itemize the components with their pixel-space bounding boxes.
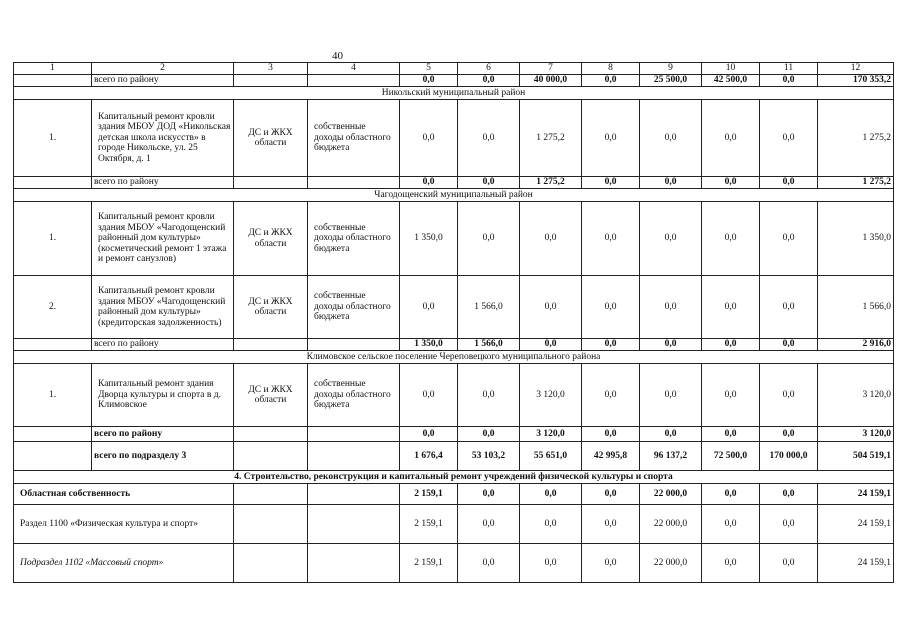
responsible-org: ДС и ЖКХ области bbox=[234, 364, 308, 427]
value-cell: 0,0 bbox=[702, 484, 760, 505]
column-number: 1 bbox=[14, 63, 92, 75]
value-cell: 0,0 bbox=[760, 544, 818, 583]
value-cell: 2 916,0 bbox=[818, 339, 894, 351]
value-cell: 0,0 bbox=[582, 202, 640, 276]
funding-source: собственные доходы областного бюджета bbox=[308, 364, 400, 427]
row-label: Подраздел 1102 «Массовый спорт» bbox=[14, 544, 234, 583]
empty-cell bbox=[308, 427, 400, 442]
value-cell: 0,0 bbox=[702, 427, 760, 442]
value-cell: 0,0 bbox=[458, 427, 520, 442]
empty-cell bbox=[308, 544, 400, 583]
column-number: 2 bbox=[92, 63, 234, 75]
value-cell: 0,0 bbox=[760, 202, 818, 276]
value-cell: 0,0 bbox=[400, 276, 458, 339]
value-cell: 0,0 bbox=[582, 100, 640, 177]
value-cell: 0,0 bbox=[400, 75, 458, 87]
budget-table bbox=[13, 62, 894, 583]
value-cell: 0,0 bbox=[640, 364, 702, 427]
value-cell: 1 275,2 bbox=[818, 100, 894, 177]
total-label: всего по району bbox=[92, 427, 234, 442]
section-heading-4 bbox=[14, 471, 894, 484]
value-cell: 0,0 bbox=[702, 276, 760, 339]
value-cell: 0,0 bbox=[760, 75, 818, 87]
value-cell: 0,0 bbox=[640, 177, 702, 189]
column-number: 5 bbox=[400, 63, 458, 75]
empty-cell bbox=[234, 442, 308, 471]
empty-cell bbox=[234, 75, 308, 87]
value-cell: 0,0 bbox=[520, 544, 582, 583]
value-cell: 1 350,0 bbox=[818, 202, 894, 276]
value-cell: 0,0 bbox=[582, 427, 640, 442]
value-cell: 24 159,1 bbox=[818, 484, 894, 505]
value-cell: 72 500,0 bbox=[702, 442, 760, 471]
value-cell: 0,0 bbox=[458, 505, 520, 544]
value-cell: 0,0 bbox=[640, 427, 702, 442]
value-cell: 0,0 bbox=[702, 505, 760, 544]
project-name: Капитальный ремонт здания Дворца культуры и спорта в д. Климовское bbox=[92, 364, 234, 427]
empty-cell bbox=[14, 75, 92, 87]
value-cell: 0,0 bbox=[582, 484, 640, 505]
value-cell: 0,0 bbox=[702, 339, 760, 351]
empty-cell bbox=[234, 339, 308, 351]
value-cell: 3 120,0 bbox=[520, 427, 582, 442]
value-cell: 0,0 bbox=[702, 544, 760, 583]
value-cell: 0,0 bbox=[520, 339, 582, 351]
project-name: Капитальный ремонт кровли здания МБОУ «Чагодощенский районный дом культуры» (косметический ремонт 1 этажа и ремонт санузлов) bbox=[92, 202, 234, 276]
funding-source: собственные доходы областного бюджета bbox=[308, 276, 400, 339]
column-number: 7 bbox=[520, 63, 582, 75]
value-cell: 24 159,1 bbox=[818, 544, 894, 583]
project-name: Капитальный ремонт кровли здания МБОУ ДОД «Никольская детская школа искусств» в городе Никольске, ул. 25 Октября, д. 1 bbox=[92, 100, 234, 177]
column-number: 10 bbox=[702, 63, 760, 75]
value-cell: 0,0 bbox=[702, 177, 760, 189]
column-number: 3 bbox=[234, 63, 308, 75]
value-cell: 0,0 bbox=[760, 484, 818, 505]
value-cell: 0,0 bbox=[520, 505, 582, 544]
value-cell: 1 350,0 bbox=[400, 339, 458, 351]
value-cell: 96 137,2 bbox=[640, 442, 702, 471]
ownership-row bbox=[14, 484, 894, 505]
empty-cell bbox=[234, 544, 308, 583]
subsection-row bbox=[14, 544, 894, 583]
value-cell: 0,0 bbox=[640, 276, 702, 339]
value-cell: 1 566,0 bbox=[458, 276, 520, 339]
total-label: всего по району bbox=[92, 177, 234, 189]
project-row bbox=[14, 364, 894, 427]
value-cell: 0,0 bbox=[400, 100, 458, 177]
empty-cell bbox=[308, 505, 400, 544]
value-cell: 0,0 bbox=[582, 75, 640, 87]
empty-cell bbox=[234, 427, 308, 442]
section-title: 4. Строительство, реконструкция и капитальный ремонт учреждений физической культуры и спорта bbox=[14, 471, 894, 484]
value-cell: 0,0 bbox=[760, 339, 818, 351]
value-cell: 0,0 bbox=[520, 484, 582, 505]
district-total-row bbox=[14, 177, 894, 189]
responsible-org: ДС и ЖКХ области bbox=[234, 276, 308, 339]
row-number: 1. bbox=[14, 364, 92, 427]
value-cell: 0,0 bbox=[702, 100, 760, 177]
row-label: Раздел 1100 «Физическая культура и спорт» bbox=[14, 505, 234, 544]
total-label: всего по району bbox=[92, 75, 234, 87]
project-row bbox=[14, 276, 894, 339]
value-cell: 22 000,0 bbox=[640, 544, 702, 583]
value-cell: 22 000,0 bbox=[640, 505, 702, 544]
value-cell: 0,0 bbox=[640, 339, 702, 351]
value-cell: 2 159,1 bbox=[400, 484, 458, 505]
value-cell: 55 651,0 bbox=[520, 442, 582, 471]
district-heading-chagodoshchensky bbox=[14, 189, 894, 202]
value-cell: 3 120,0 bbox=[818, 364, 894, 427]
section-title: Климовское сельское поселение Череповецкого муниципального района bbox=[14, 351, 894, 364]
value-cell: 0,0 bbox=[760, 427, 818, 442]
value-cell: 0,0 bbox=[458, 100, 520, 177]
value-cell: 0,0 bbox=[400, 427, 458, 442]
value-cell: 0,0 bbox=[458, 544, 520, 583]
value-cell: 0,0 bbox=[702, 202, 760, 276]
value-cell: 0,0 bbox=[702, 364, 760, 427]
value-cell: 0,0 bbox=[760, 276, 818, 339]
total-label: всего по подразделу 3 bbox=[92, 442, 234, 471]
district-heading-nikolsky bbox=[14, 87, 894, 100]
value-cell: 0,0 bbox=[520, 202, 582, 276]
value-cell: 3 120,0 bbox=[520, 364, 582, 427]
value-cell: 0,0 bbox=[760, 177, 818, 189]
district-heading-klimovskoe bbox=[14, 351, 894, 364]
column-number-row bbox=[14, 63, 894, 75]
value-cell: 3 120,0 bbox=[818, 427, 894, 442]
empty-cell bbox=[14, 427, 92, 442]
value-cell: 25 500,0 bbox=[640, 75, 702, 87]
empty-cell bbox=[308, 442, 400, 471]
empty-cell bbox=[308, 484, 400, 505]
value-cell: 40 000,0 bbox=[520, 75, 582, 87]
value-cell: 42 500,0 bbox=[702, 75, 760, 87]
value-cell: 0,0 bbox=[458, 202, 520, 276]
value-cell: 53 103,2 bbox=[458, 442, 520, 471]
column-number: 6 bbox=[458, 63, 520, 75]
value-cell: 0,0 bbox=[640, 100, 702, 177]
value-cell: 170 000,0 bbox=[760, 442, 818, 471]
funding-source: собственные доходы областного бюджета bbox=[308, 202, 400, 276]
value-cell: 0,0 bbox=[582, 544, 640, 583]
value-cell: 2 159,1 bbox=[400, 505, 458, 544]
section-title: Чагодощенский муниципальный район bbox=[14, 189, 894, 202]
empty-cell bbox=[14, 177, 92, 189]
value-cell: 0,0 bbox=[458, 364, 520, 427]
value-cell: 0,0 bbox=[582, 339, 640, 351]
section-title: Никольский муниципальный район bbox=[14, 87, 894, 100]
value-cell: 0,0 bbox=[760, 505, 818, 544]
value-cell: 0,0 bbox=[400, 177, 458, 189]
empty-cell bbox=[234, 505, 308, 544]
column-number: 9 bbox=[640, 63, 702, 75]
subsection-total-row bbox=[14, 442, 894, 471]
row-number: 1. bbox=[14, 100, 92, 177]
value-cell: 170 353,2 bbox=[818, 75, 894, 87]
value-cell: 42 995,8 bbox=[582, 442, 640, 471]
value-cell: 24 159,1 bbox=[818, 505, 894, 544]
value-cell: 0,0 bbox=[400, 364, 458, 427]
empty-cell bbox=[234, 177, 308, 189]
empty-cell bbox=[308, 75, 400, 87]
project-name: Капитальный ремонт кровли здания МБОУ «Чагодощенский районный дом культуры» (кредиторская задолженность) bbox=[92, 276, 234, 339]
value-cell: 22 000,0 bbox=[640, 484, 702, 505]
project-row bbox=[14, 100, 894, 177]
value-cell: 0,0 bbox=[582, 177, 640, 189]
empty-cell bbox=[308, 339, 400, 351]
project-row bbox=[14, 202, 894, 276]
responsible-org: ДС и ЖКХ области bbox=[234, 100, 308, 177]
value-cell: 0,0 bbox=[458, 484, 520, 505]
value-cell: 1 275,2 bbox=[520, 177, 582, 189]
value-cell: 0,0 bbox=[582, 276, 640, 339]
section-row bbox=[14, 505, 894, 544]
value-cell: 0,0 bbox=[760, 364, 818, 427]
value-cell: 0,0 bbox=[582, 364, 640, 427]
row-label: Областная собственность bbox=[14, 484, 234, 505]
district-total-row bbox=[14, 427, 894, 442]
empty-cell bbox=[14, 442, 92, 471]
row-number: 2. bbox=[14, 276, 92, 339]
district-total-row bbox=[14, 339, 894, 351]
column-number: 4 bbox=[308, 63, 400, 75]
funding-source: собственные доходы областного бюджета bbox=[308, 100, 400, 177]
empty-cell bbox=[308, 177, 400, 189]
empty-cell bbox=[234, 484, 308, 505]
column-number: 11 bbox=[760, 63, 818, 75]
value-cell: 1 275,2 bbox=[818, 177, 894, 189]
total-label: всего по району bbox=[92, 339, 234, 351]
value-cell: 0,0 bbox=[640, 202, 702, 276]
value-cell: 0,0 bbox=[458, 75, 520, 87]
value-cell: 0,0 bbox=[458, 177, 520, 189]
column-number: 12 bbox=[818, 63, 894, 75]
value-cell: 2 159,1 bbox=[400, 544, 458, 583]
value-cell: 1 350,0 bbox=[400, 202, 458, 276]
value-cell: 0,0 bbox=[520, 276, 582, 339]
value-cell: 1 676,4 bbox=[400, 442, 458, 471]
value-cell: 1 566,0 bbox=[818, 276, 894, 339]
empty-cell bbox=[14, 339, 92, 351]
value-cell: 1 566,0 bbox=[458, 339, 520, 351]
value-cell: 0,0 bbox=[760, 100, 818, 177]
column-number: 8 bbox=[582, 63, 640, 75]
page-number: 40 bbox=[332, 50, 343, 62]
row-number: 1. bbox=[14, 202, 92, 276]
district-total-row bbox=[14, 75, 894, 87]
responsible-org: ДС и ЖКХ области bbox=[234, 202, 308, 276]
value-cell: 0,0 bbox=[582, 505, 640, 544]
value-cell: 504 519,1 bbox=[818, 442, 894, 471]
value-cell: 1 275,2 bbox=[520, 100, 582, 177]
